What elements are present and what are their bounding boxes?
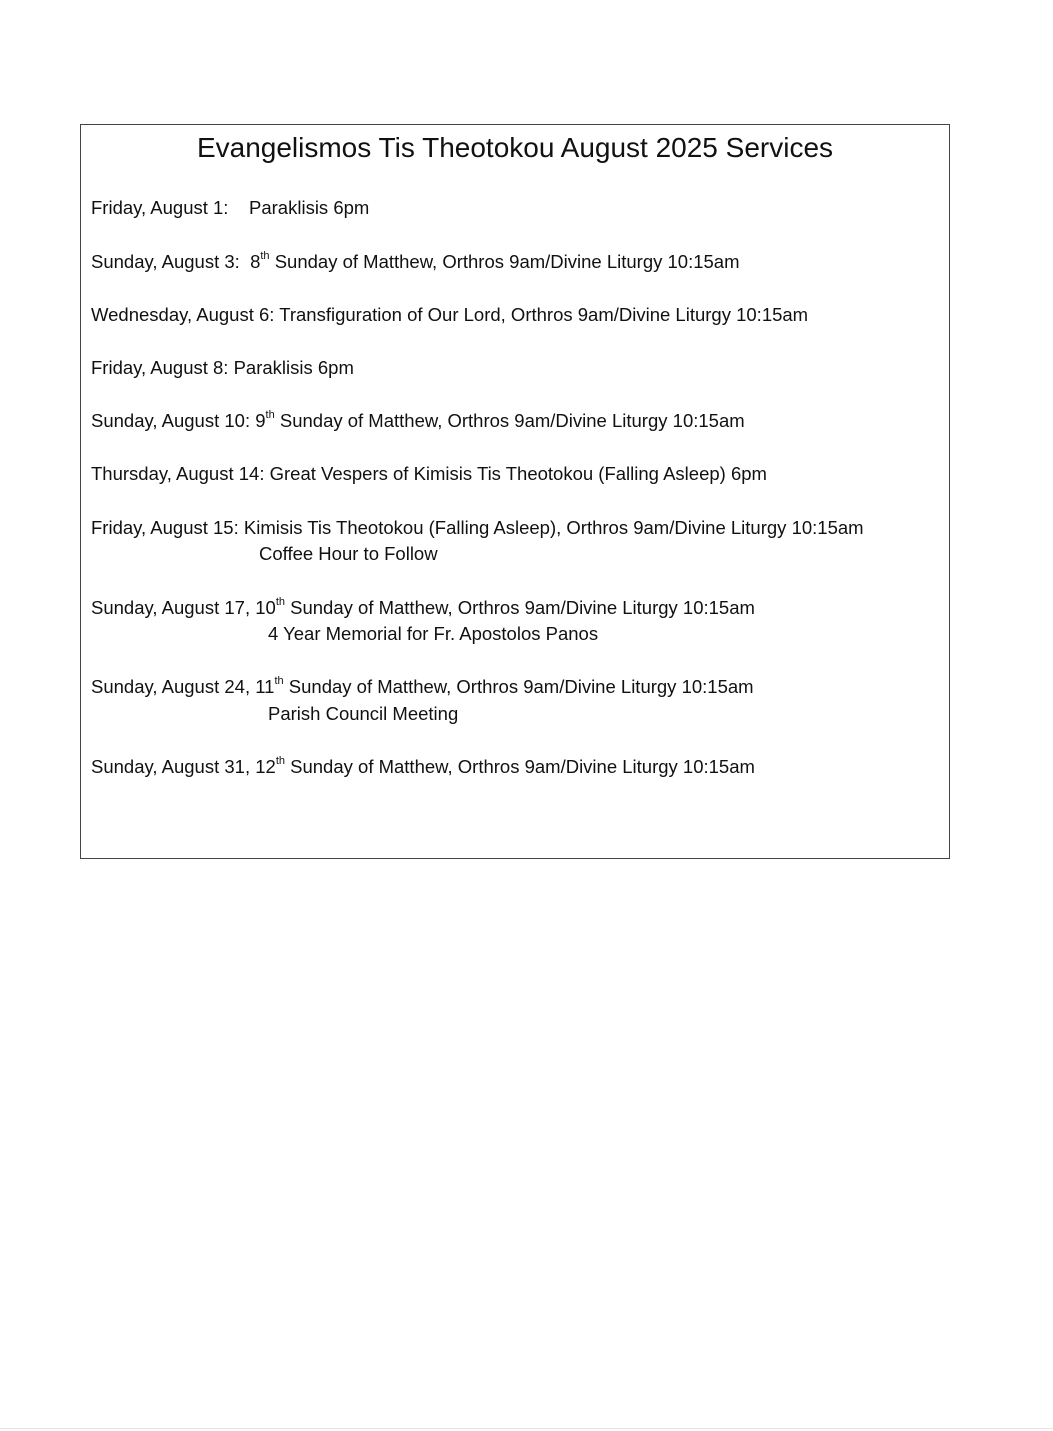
entry-date: Friday, August 8:: [91, 357, 229, 378]
entry-date: Friday, August 1:: [91, 197, 229, 218]
entry-date: Sunday, August 3:: [91, 251, 240, 272]
entry-ordinal: 12: [255, 756, 276, 777]
schedule-entry: [91, 595, 755, 621]
schedule-entry: [91, 674, 754, 700]
schedule-entry: [91, 754, 755, 780]
schedule-entry: [91, 515, 864, 541]
entry-ordinal: 10: [255, 597, 276, 618]
page-title: Evangelismos Tis Theotokou August 2025 Services: [196, 132, 834, 163]
entry-text: Sunday of Matthew, Orthros 9am/Divine Liturgy 10:15am: [274, 410, 745, 431]
entry-date: Sunday, August 10:: [91, 410, 251, 431]
entry-ordinal-suffix: th: [274, 674, 284, 687]
entry-note: 4 Year Memorial for Fr. Apostolos Panos: [268, 623, 599, 644]
entry-text: Paraklisis 6pm: [249, 197, 370, 218]
entry-ordinal-suffix: th: [265, 408, 275, 421]
entry-text: Transfiguration of Our Lord, Orthros 9am/Divine Liturgy 10:15am: [279, 304, 809, 325]
entry-text: Great Vespers of Kimisis Tis Theotokou (Falling Asleep) 6pm: [269, 463, 767, 484]
page-bottom-edge: [0, 1428, 1053, 1429]
entry-date: Sunday, August 17,: [91, 597, 251, 618]
entry-ordinal: 9: [255, 410, 266, 431]
schedule-entry: [91, 355, 354, 381]
entry-text: Paraklisis 6pm: [233, 357, 354, 378]
schedule-entry: [91, 461, 767, 487]
entry-ordinal-suffix: th: [275, 754, 285, 767]
entry-date: Friday, August 15:: [91, 517, 239, 538]
entry-text: Sunday of Matthew, Orthros 9am/Divine Liturgy 10:15am: [283, 676, 754, 697]
entry-date: Thursday, August 14:: [91, 463, 265, 484]
schedule-entry: [91, 195, 369, 221]
entry-ordinal-suffix: th: [275, 595, 285, 608]
schedule-entry: [91, 302, 808, 328]
entry-text: Kimisis Tis Theotokou (Falling Asleep), Orthros 9am/Divine Liturgy 10:15am: [243, 517, 864, 538]
entry-ordinal: 11: [255, 676, 275, 697]
entry-note: Coffee Hour to Follow: [259, 543, 438, 564]
entry-date: Sunday, August 24,: [91, 676, 251, 697]
schedule-entry: [91, 408, 745, 434]
schedule-entry: [91, 249, 740, 275]
entry-note: Parish Council Meeting: [268, 703, 459, 724]
entry-date: Sunday, August 31,: [91, 756, 251, 777]
entry-ordinal: 8: [250, 251, 261, 272]
entry-date: Wednesday, August 6:: [91, 304, 275, 325]
entry-text: Sunday of Matthew, Orthros 9am/Divine Liturgy 10:15am: [285, 756, 755, 777]
entry-text: Sunday of Matthew, Orthros 9am/Divine Liturgy 10:15am: [285, 597, 755, 618]
schedule-box: [80, 124, 950, 859]
entry-ordinal-suffix: th: [260, 249, 270, 262]
entry-text: Sunday of Matthew, Orthros 9am/Divine Liturgy 10:15am: [269, 251, 740, 272]
